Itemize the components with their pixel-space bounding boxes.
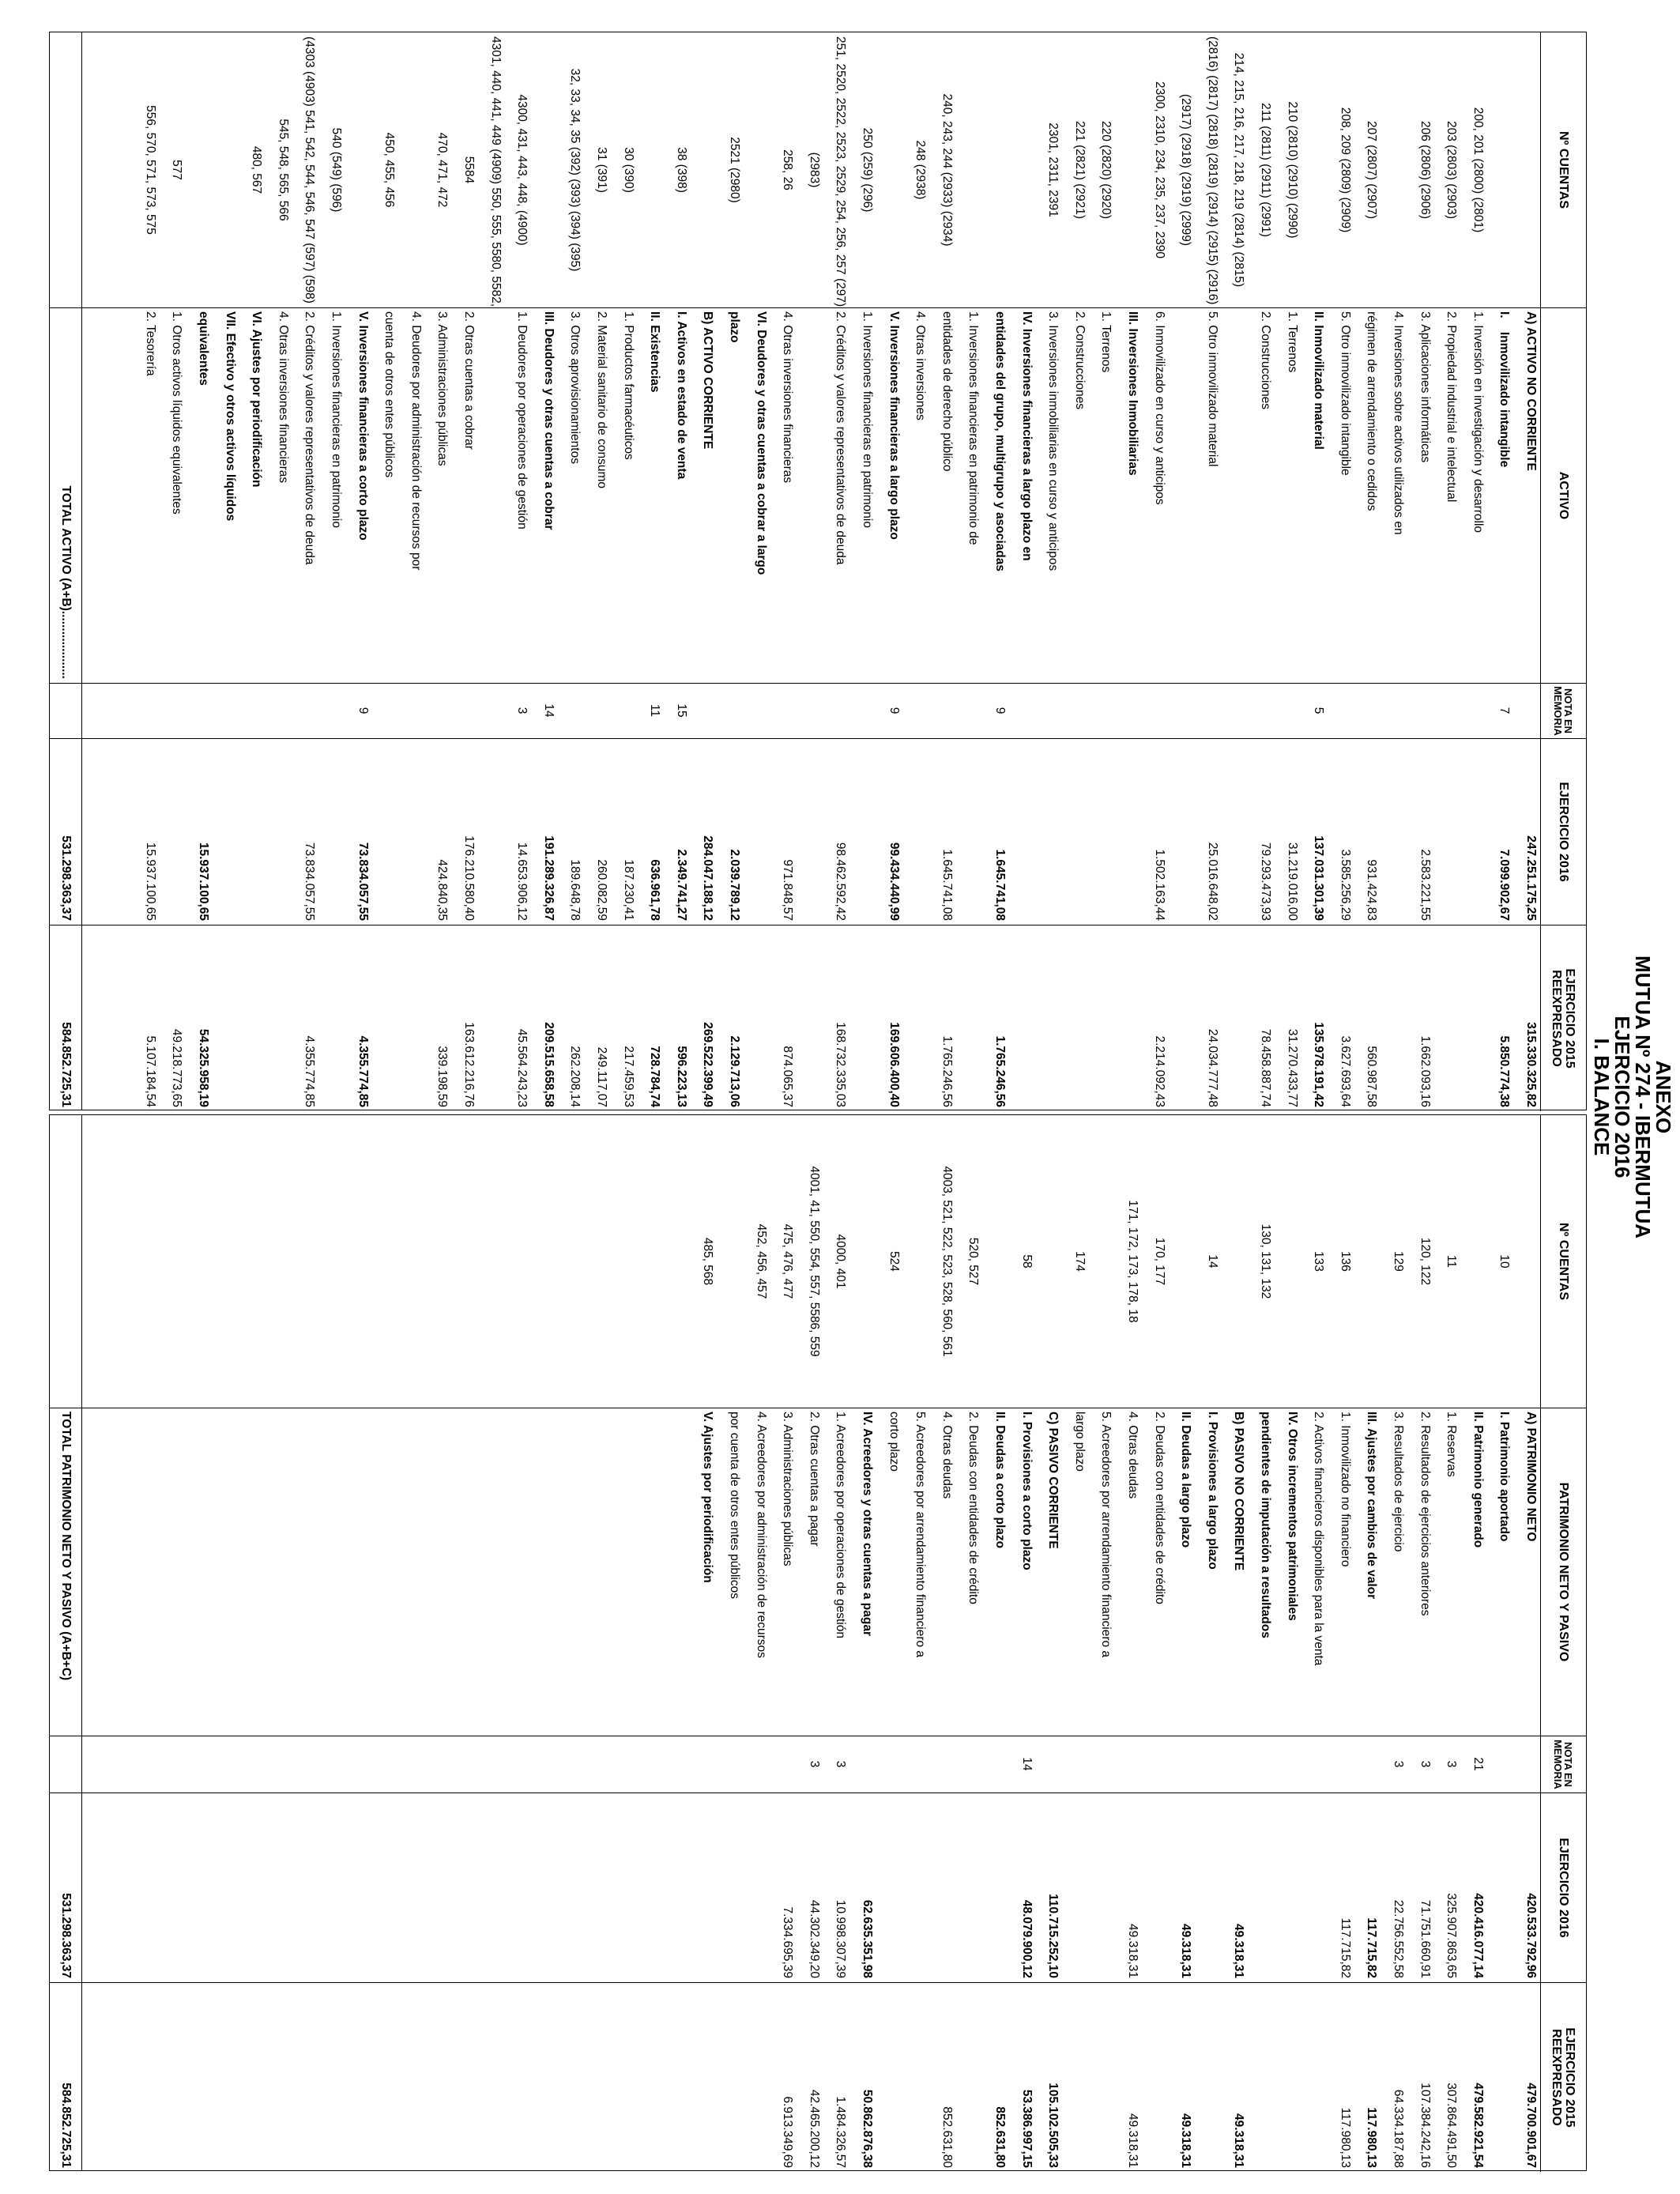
activo-cell-concepto: 2. Construcciones [1072,311,1087,410]
pasivo-cell-e2015: 64.334.187,88 [1392,2089,1405,2168]
activo-cell-concepto: 4. Otras inversiones financieras [276,311,290,484]
activo-col-nota [50,683,1586,738]
pasivo-cell-concepto: A) PATRIMONIO NETO [1524,1412,1538,1542]
activo-cell-concepto: V. Inversiones financieras a corto plazo [356,311,370,541]
activo-cell-concepto: 5. Otro inmovilizado material [1205,311,1219,467]
pasivo-header-nota: NOTA EN MEMORIA [1540,1736,1586,1793]
pasivo-cell-concepto: 5. Acreedores por arrendamiento financiero a [1099,1412,1113,1658]
pasivo-cell-e2016: 49.318,31 [1126,1924,1139,1978]
activo-cell-cuentas: 206 (2806) (2906) [1418,120,1432,220]
activo-header-2015: EJERCICIO 2015 REEXPRESADO [1540,925,1586,1111]
activo-cell-concepto: II. Existencias [648,311,662,393]
activo-cell-e2015: 4.355.774,85 [356,1035,370,1107]
activo-cell-concepto: cuenta de otros entes públicos [382,311,397,478]
pasivo-cell-concepto: 1. Inmovilizado no financiero [1338,1412,1352,1567]
pasivo-cell-nota: 21 [1471,1757,1485,1771]
pasivo-cell-concepto: II. Deudas a corto plazo [993,1412,1007,1549]
pasivo-cell-e2015: 1.484.326,57 [834,2096,848,2168]
activo-cell-e2015: 5.107.184,54 [143,1035,157,1107]
pasivo-cell-e2015: 107.384.242,16 [1418,2083,1432,2168]
activo-cell-concepto: 2. Créditos y valores representativos de deuda [303,311,317,565]
activo-cell-e2016: 1.645.741,08 [940,849,954,921]
activo-cell-concepto: 3. Inversiones inmobiliarias en curso y anticipos [1046,311,1060,571]
activo-cell-cuentas: 30 (390) [621,147,635,193]
activo-cell-concepto: 3. Aplicaciones informáticas [1418,311,1432,463]
activo-cell-e2016: 176.210.580,40 [462,835,476,921]
pasivo-cell-e2015: 117.980,13 [1338,2107,1352,2168]
activo-cell-e2016: 2.583.221,55 [1418,849,1432,921]
activo-cell-cuentas: (4303 (4903) 541, 542, 544, 546, 547 (597) (598) [303,36,317,303]
activo-cell-e2015: 168.732.335,03 [834,1022,848,1107]
activo-cell-e2015: 2.129.713,06 [728,1035,741,1107]
activo-cell-e2015: 249.117,07 [595,1046,608,1107]
activo-cell-cuentas: 4301, 440, 441, 449 (4909) 550, 555, 5580, 5582, [488,36,503,307]
activo-cell-e2016: 971.848,57 [781,859,795,921]
activo-cell-e2016: 931.424,83 [1365,859,1379,921]
activo-cell-cuentas: 545, 548, 565, 566 [276,119,290,221]
activo-cell-cuentas: 248 (2938) [913,140,928,200]
activo-total-2015: 584.852.725,31 [59,1022,73,1107]
activo-cell-e2016: 99.434.440,99 [887,842,901,921]
pasivo-cell-cuentas: 520, 527 [966,1237,981,1286]
pasivo-cell-e2016: 10.998.307,39 [834,1899,848,1978]
title-ejercicio: EJERCICIO 2016 [1610,1016,1634,1178]
pasivo-cell-concepto: I. Provisiones a largo plazo [1205,1412,1219,1570]
activo-cell-e2015: 315.330.325,82 [1524,1022,1538,1107]
pasivo-cell-nota: 3 [1418,1760,1432,1768]
pasivo-cell-e2016: 71.751.660,91 [1418,1899,1432,1978]
activo-header-concepto: ACTIVO [1540,308,1586,683]
pasivo-cell-e2015: 6.913.349,69 [781,2096,795,2168]
activo-total-row [50,32,82,1110]
activo-cell-cuentas: 31 (391) [595,147,608,193]
activo-cell-concepto: 1. Otros activos líquidos equivalentes [170,311,184,515]
pasivo-total-label: TOTAL PATRIMONIO NETO Y PASIVO (A+B+C) [59,1412,73,1681]
pasivo-cell-e2015: 307.864.491,50 [1445,2083,1459,2168]
activo-cell-cuentas: 211 (2811) (2911) (2991) [1259,103,1272,237]
pasivo-cell-cuentas: 120, 122 [1418,1237,1432,1286]
pasivo-total-2016: 531.298.363,37 [59,1893,73,1978]
pasivo-cell-cuentas: 452, 456, 457 [754,1223,768,1299]
activo-cell-e2016: 73.834.057,55 [303,842,317,921]
pasivo-cell-nota: 3 [807,1760,821,1768]
activo-cell-concepto: VI. Ajustes por periodificación [250,311,264,488]
activo-cell-cuentas: 200, 201 (2800) (2801) [1471,107,1485,233]
activo-cell-e2015: 5.850.774,38 [1497,1035,1512,1107]
activo-total-2016: 531.298.363,37 [59,835,73,921]
activo-cell-e2015: 339.198,59 [435,1046,450,1107]
activo-cell-concepto: III. Inversiones Inmobiliarias [1126,311,1139,476]
pasivo-cell-e2016: 325.907.863,65 [1445,1893,1459,1978]
activo-cell-e2016: 189.648,78 [568,859,582,921]
activo-cell-concepto: 4. Inversiones sobre activos utilizados en [1392,311,1405,535]
activo-cell-e2016: 2.039.789,12 [728,849,741,921]
pasivo-cell-e2015: 852.631,80 [940,2106,954,2168]
pasivo-cell-cuentas: 4003, 521, 522, 523, 528, 560, 561 [940,1166,954,1357]
activo-cell-e2016: 1.502.163,44 [1152,849,1166,921]
pasivo-cell-e2016: 420.416.077,14 [1471,1893,1485,1978]
pasivo-cell-e2015: 49.318,31 [1232,2113,1246,2168]
pasivo-cell-e2016: 62.635.351,98 [861,1899,874,1978]
activo-cell-e2015: 596.223,13 [674,1046,688,1107]
activo-cell-e2015: 728.784,74 [648,1046,662,1107]
pasivo-cell-e2015: 49.318,31 [1179,2113,1193,2168]
activo-table [49,32,1587,1110]
activo-cell-cuentas: 5584 [462,156,476,184]
pasivo-cell-cuentas: 170, 177 [1152,1237,1166,1286]
activo-cell-cuentas: 251, 2520, 2522, 2523, 2529, 254, 256, 257 (297) [834,36,848,307]
pasivo-header-concepto: PATRIMONIO NETO Y PASIVO [1540,1408,1586,1736]
activo-cell-e2016: 79.293.473,93 [1259,842,1272,921]
activo-header-2016: EJERCICIO 2016 [1540,739,1586,925]
activo-cell-cuentas: 214, 215, 216, 217, 218, 219 (2814) (2815) [1232,52,1246,288]
activo-cell-cuentas: 450, 455, 456 [382,132,397,208]
activo-col-2016 [50,738,1586,925]
activo-cell-e2015: 262.208,14 [568,1046,582,1107]
pasivo-cell-concepto: C) PASIVO CORRIENTE [1046,1412,1060,1549]
activo-cell-e2016: 424.840,35 [435,859,450,921]
activo-cell-cuentas: 221 (2821) (2921) [1072,120,1087,220]
pasivo-cell-concepto: I. Patrimonio aportado [1497,1412,1512,1542]
pasivo-cell-nota: 3 [1445,1760,1459,1768]
activo-cell-cuentas: 208, 209 (2809) (2909) [1338,107,1352,233]
pasivo-cell-e2015: 42.465.200,12 [807,2089,821,2168]
pasivo-cell-concepto: B) PASIVO NO CORRIENTE [1232,1412,1246,1571]
activo-cell-concepto: 1. Inversión en investigación y desarrollo [1471,311,1485,533]
pasivo-cell-concepto: 3. Resultados de ejercicio [1392,1412,1405,1552]
activo-cell-e2015: 2.214.092,43 [1152,1035,1166,1107]
activo-cell-concepto: 2. Otras cuentas a cobrar [462,311,476,450]
activo-cell-cuentas: 2521 (2980) [728,137,741,203]
activo-cell-concepto: 1. Inversiones financieras en patrimonio de [966,311,981,545]
activo-cell-e2016: 14.653.906,12 [515,842,529,921]
pasivo-cell-cuentas: 14 [1205,1254,1219,1269]
activo-cell-concepto: 4. Deudores por administración de recursos por [409,311,423,571]
activo-cell-concepto: 4. Otras inversiones [913,311,928,420]
activo-header-cuentas: Nº CUENTAS [1540,32,1586,307]
activo-cell-nota: 14 [541,703,556,718]
activo-cell-e2016: 1.645.741,08 [993,849,1007,921]
pasivo-header-2015: EJERCICIO 2015 REEXPRESADO [1540,1983,1586,2172]
pasivo-cell-concepto: 3. Administraciones públicas [781,1412,795,1566]
activo-cell-e2015: 217.459,53 [621,1046,635,1107]
activo-cell-cuentas: 556, 570, 571, 573, 575 [143,105,157,235]
pasivo-cell-concepto: 1. Reservas [1445,1412,1459,1477]
pasivo-cell-cuentas: 171, 172, 173, 178, 18 [1126,1200,1139,1323]
activo-cell-nota: 9 [887,707,901,714]
activo-cell-concepto: 1. Inversiones financieras en patrimonio [861,311,874,528]
activo-cell-nota: 9 [356,707,370,714]
activo-total-label: TOTAL ACTIVO (A+B).................... [59,485,73,679]
activo-cell-concepto: VI. Deudores y otras cuentas a cobrar a largo [754,311,768,575]
activo-cell-concepto: 3. Otros aprovisionamientos [568,311,582,464]
activo-cell-e2016: 260.082,59 [595,859,608,921]
pasivo-cell-concepto: pendientes de imputación a resultados [1259,1412,1272,1638]
activo-cell-cuentas: 240, 243, 244 (2933) (2934) [940,93,954,247]
activo-cell-concepto: entidades del grupo, multigrupo y asociadas [993,311,1007,572]
pasivo-cell-concepto: 4. Acreedores por administración de recursos [754,1412,768,1658]
activo-cell-cuentas: 2300, 2310, 234, 235, 237, 2390 [1152,81,1166,259]
activo-cell-e2016: 31.219.016,00 [1285,842,1299,921]
pasivo-cell-concepto: 2. Activos financieros disponibles para la venta [1312,1412,1326,1666]
activo-cell-concepto: 1. Productos farmacéuticos [621,311,635,460]
pasivo-cell-nota: 14 [1019,1757,1034,1771]
activo-cell-e2015: 3.627.693,64 [1338,1035,1352,1107]
pasivo-cell-concepto: IV. Otros incrementos patrimoniales [1285,1412,1299,1621]
pasivo-cell-concepto: 4. Otras deudas [940,1412,954,1499]
activo-cell-cuentas: 203 (2803) (2903) [1445,120,1459,220]
activo-cell-e2015: 169.606.400,40 [887,1022,901,1107]
activo-cell-concepto: 6. Inmovilizado en curso y anticipos [1152,311,1166,505]
activo-cell-e2016: 25.016.648,02 [1205,842,1219,921]
activo-cell-concepto: A) ACTIVO NO CORRIENTE [1524,311,1538,471]
activo-cell-e2015: 163.612.216,76 [462,1022,476,1107]
pasivo-cell-concepto: por cuenta de otros entes públicos [728,1412,741,1599]
activo-cell-e2016: 247.251.175,25 [1524,835,1538,921]
activo-cell-e2016: 98.462.592,42 [834,842,848,921]
pasivo-cell-e2016: 49.318,31 [1179,1924,1193,1978]
pasivo-cell-cuentas: 58 [1019,1254,1034,1269]
activo-cell-e2016: 284.047.188,12 [701,835,715,921]
pasivo-cell-e2015: 479.700.901,67 [1524,2083,1538,2168]
pasivo-cell-cuentas: 475, 476, 477 [781,1223,795,1299]
pasivo-cell-cuentas: 133 [1312,1251,1326,1272]
pasivo-cell-concepto: 1. Acreedores por operaciones de gestión [834,1412,848,1638]
activo-cell-e2016: 7.099.902,67 [1497,849,1512,921]
activo-cell-e2016: 137.031.301,39 [1312,835,1326,921]
pasivo-cell-e2015: 852.631,80 [993,2106,1007,2168]
activo-cell-e2016: 15.937.100,65 [197,842,210,921]
activo-cell-e2015: 54.325.958,19 [197,1028,210,1107]
activo-cell-concepto: 2. Material sanitario de consumo [595,311,608,489]
activo-cell-e2016: 3.585.256,29 [1338,849,1352,921]
activo-cell-e2015: 209.515.658,58 [541,1022,556,1107]
pasivo-cell-e2015: 53.386.997,15 [1019,2089,1034,2168]
activo-cell-cuentas: (2816) (2817) (2818) (2819) (2914) (2915) (2916) [1205,36,1219,305]
pasivo-cell-cuentas: 485, 568 [701,1237,715,1286]
activo-cell-e2016: 636.961,78 [648,859,662,921]
pasivo-cell-e2015: 49.318,31 [1126,2113,1139,2168]
activo-cell-nota: 15 [674,703,688,718]
activo-cell-cuentas: 577 [170,160,184,180]
activo-cell-e2015: 135.978.191,42 [1312,1022,1326,1107]
pasivo-total-2015: 584.852.725,31 [59,2083,73,2168]
pasivo-header-cuentas: Nº CUENTAS [1540,1115,1586,1408]
activo-col-2015 [50,925,1586,1111]
activo-cell-concepto: 2. Tesorería [143,311,157,376]
activo-cell-e2015: 874.065,37 [781,1046,795,1107]
pasivo-cell-concepto: largo plazo [1072,1412,1087,1472]
activo-cell-concepto: I. Inmovilizado intangible [1497,311,1512,468]
activo-cell-cuentas: 258, 26 [781,149,795,190]
activo-cell-concepto: 1. Terrenos [1285,311,1299,373]
pasivo-cell-concepto: V. Ajustes por periodificación [701,1412,715,1583]
activo-cell-cuentas: (2983) [807,152,821,188]
activo-cell-nota: 9 [993,707,1007,714]
pasivo-cell-cuentas: 136 [1338,1251,1352,1272]
title-anexo: ANEXO [1652,1060,1675,1134]
pasivo-cell-concepto: 2. Deudas con entidades de crédito [1152,1412,1166,1604]
pasivo-cell-e2015: 117.980,13 [1365,2107,1379,2168]
activo-cell-nota: 5 [1312,707,1326,714]
pasivo-cell-cuentas: 4001, 41, 550, 554, 557, 5586, 559 [807,1166,821,1357]
pasivo-cell-concepto: 2. Otras cuentas a pagar [807,1412,821,1547]
pasivo-cell-cuentas: 4000, 401 [834,1234,848,1289]
pasivo-header-2016: EJERCICIO 2016 [1540,1793,1586,1982]
activo-cell-e2015: 560.987,58 [1365,1046,1379,1107]
activo-cell-concepto: B) ACTIVO CORRIENTE [701,311,715,450]
activo-cell-concepto: 5. Otro inmovilizado intangible [1338,311,1352,476]
pasivo-cell-concepto: corto plazo [887,1412,901,1472]
pasivo-cell-cuentas: 524 [887,1251,901,1272]
activo-header-nota: NOTA EN MEMORIA [1540,684,1586,738]
title-balance: I. BALANCE [1590,1038,1614,1156]
activo-cell-e2015: 78.458.887,74 [1259,1028,1272,1107]
activo-cell-concepto: V. Inversiones financieras a largo plazo [887,311,901,540]
activo-cell-concepto: 3. Administraciones públicas [435,311,450,466]
activo-cell-e2015: 1.765.246,56 [940,1035,954,1107]
pasivo-cell-e2016: 110.715.252,10 [1046,1894,1060,1978]
activo-cell-nota: 7 [1497,707,1512,714]
activo-cell-cuentas: 32, 33, 34, 35 (392) (393) (394) (395) [568,68,582,272]
activo-cell-concepto: plazo [728,311,741,343]
activo-cell-concepto: 2. Construcciones [1259,311,1272,410]
pasivo-cell-e2016: 48.079.900,12 [1019,1899,1034,1978]
activo-cell-concepto: régimen de arrendamiento o cedidos [1365,311,1379,511]
activo-cell-e2016: 73.834.057,55 [356,842,370,921]
activo-cell-concepto: 1. Inversiones financieras en patrimonio [330,311,343,528]
activo-cell-e2015: 31.270.433,77 [1285,1028,1299,1107]
activo-cell-e2016: 187.230,41 [621,859,635,921]
activo-cell-concepto: 2. Propiedad industrial e intelectual [1445,311,1459,503]
pasivo-cell-concepto: III. Ajustes por cambios de valor [1365,1412,1379,1600]
activo-cell-cuentas: 540 (549) (596) [330,127,343,213]
pasivo-total-row [50,1115,82,2170]
title-mutua: MUTUA Nº 274 - IBERMUTUA [1631,955,1655,1239]
activo-cell-concepto: 1. Deudores por operaciones de gestión [515,311,529,530]
pasivo-cell-e2016: 7.334.695,39 [781,1906,795,1978]
pasivo-cell-concepto: II. Deudas a largo plazo [1179,1412,1193,1548]
activo-cell-concepto: VII. Efectivo y otros activos líquidos [223,311,237,522]
activo-cell-concepto: 1. Terrenos [1099,311,1113,373]
activo-cell-cuentas: 210 (2810) (2910) (2990) [1285,101,1299,239]
pasivo-cell-concepto: 2. Resultados de ejercicios anteriores [1418,1412,1432,1616]
pasivo-cell-concepto: IV. Acreedores y otras cuentas a pagar [861,1412,874,1637]
activo-cell-cuentas: 2301, 2311, 2391 [1046,123,1060,217]
activo-cell-e2016: 15.937.100,65 [143,842,157,921]
pasivo-cell-e2016: 49.318,31 [1232,1924,1246,1978]
activo-cell-e2015: 1.662.093,16 [1418,1035,1432,1107]
activo-cell-concepto: IV. Inversiones financieras a largo plazo en [1019,311,1034,561]
activo-cell-cuentas: 470, 471, 472 [435,132,450,208]
activo-cell-concepto: I. Activos en estado de venta [674,311,688,480]
activo-cell-e2015: 1.765.246,56 [993,1035,1007,1107]
activo-cell-nota: 11 [648,703,662,718]
pasivo-cell-concepto: II. Patrimonio generado [1471,1412,1485,1548]
activo-cell-concepto: III. Deudores y otras cuentas a cobrar [541,311,556,530]
pasivo-cell-concepto: 5. Acreedores por arrendamiento financiero a [913,1412,928,1658]
activo-cell-cuentas: 4300, 431, 443, 448, (4900) [515,94,529,246]
activo-cell-e2015: 269.522.399,49 [701,1022,715,1107]
pasivo-cell-concepto: 2. Deudas con entidades de crédito [966,1412,981,1604]
activo-cell-e2015: 45.564.243,23 [515,1028,529,1107]
activo-cell-e2015: 4.355.774,85 [303,1035,317,1107]
pasivo-cell-cuentas: 174 [1072,1251,1087,1272]
pasivo-cell-e2016: 22.756.552,58 [1392,1899,1405,1978]
pasivo-cell-e2015: 479.582.921,54 [1471,2083,1485,2168]
pasivo-cell-e2016: 117.715,82 [1338,1917,1352,1978]
pasivo-cell-concepto: 4. Otras deudas [1126,1412,1139,1499]
activo-cell-cuentas: 38 (398) [674,147,688,193]
activo-cell-concepto: entidades de derecho público [940,311,954,472]
activo-cell-concepto: equivalentes [197,311,210,386]
activo-cell-cuentas: 220 (2820) (2920) [1099,120,1113,220]
activo-cell-concepto: 4. Otras inversiones financieras [781,311,795,484]
activo-cell-nota: 3 [515,707,529,714]
activo-cell-e2015: 49.218.773,65 [170,1028,184,1107]
pasivo-cell-cuentas: 11 [1445,1254,1459,1269]
pasivo-cell-nota: 3 [834,1760,848,1768]
pasivo-cell-cuentas: 129 [1392,1251,1405,1272]
activo-cell-e2015: 24.034.777,48 [1205,1028,1219,1107]
activo-cell-cuentas: 480, 567 [250,145,264,194]
activo-cell-cuentas: 250 (259) (296) [861,127,874,213]
pasivo-cell-e2015: 50.862.876,38 [861,2089,874,2168]
pasivo-cell-concepto: I. Provisiones a corto plazo [1019,1412,1034,1570]
pasivo-cell-e2015: 105.102.505,33 [1046,2083,1060,2168]
pasivo-cell-e2016: 420.533.792,96 [1524,1893,1538,1978]
activo-cell-cuentas: (2917) (2918) (2919) (2999) [1179,93,1193,247]
pasivo-cell-cuentas: 130, 131, 132 [1259,1223,1272,1299]
pasivo-table [49,1114,1587,2171]
pasivo-cell-cuentas: 10 [1497,1254,1512,1269]
activo-cell-concepto: 2. Créditos y valores representativos de deuda [834,311,848,565]
activo-cell-concepto: II. Inmovilizado material [1312,311,1326,450]
activo-cell-e2016: 191.289.326,87 [541,835,556,921]
activo-cell-cuentas: 207 (2807) (2907) [1365,120,1379,220]
activo-cell-e2016: 2.349.741,27 [674,849,688,921]
pasivo-cell-e2016: 117.715,82 [1365,1917,1379,1978]
pasivo-cell-e2016: 44.302.349,20 [807,1899,821,1978]
pasivo-cell-nota: 3 [1392,1760,1405,1768]
